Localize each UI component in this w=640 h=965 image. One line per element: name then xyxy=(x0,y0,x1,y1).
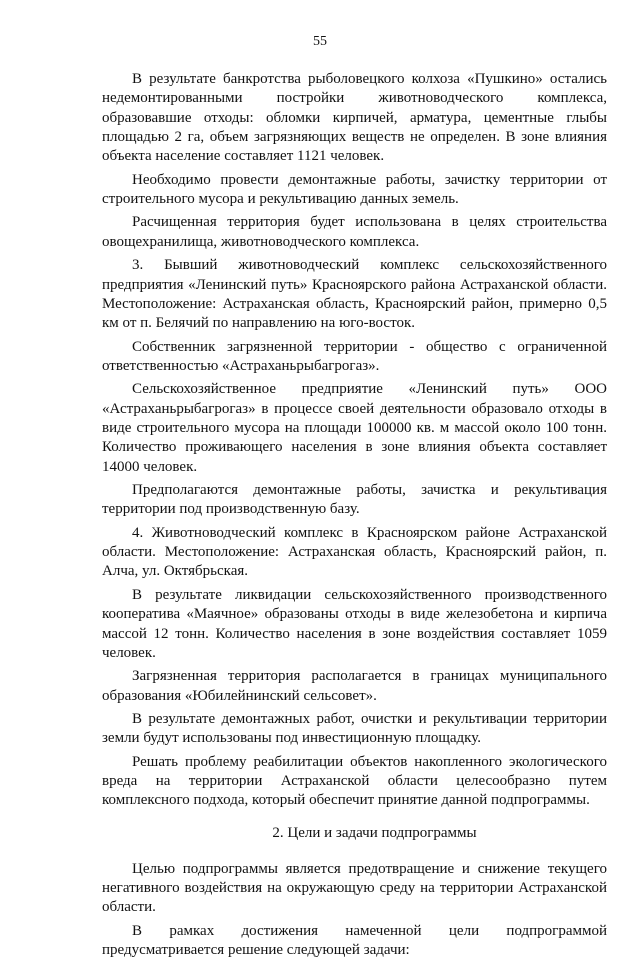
paragraph: В результате ликвидации сельскохозяйственного производственного кооператива «Маячное» образованы отходы в виде железобетона и кирпича массой 12 тонн. Количество населения в зоне воздействия составляет 1059 человек. xyxy=(102,586,607,661)
paragraph: 3. Бывший животноводческий комплекс сельскохозяйственного предприятия «Ленинский путь» Красноярского района Астраханской области. Местоположение: Астраханская область, Красноярский район, примерно 0,5 км от п. Белячий по направлению на юго-восток. xyxy=(102,257,607,332)
paragraph: Сельскохозяйственное предприятие «Ленинский путь» ООО «Астраханьрыбагрогаз» в процессе своей деятельности образовало отходы в виде строительного мусора на площади 100000 кв. м массой около 100 тонн. Количество проживающего населения в зоне влияния объекта составляет 14000 человек. xyxy=(102,381,607,475)
paragraph: Расчищенная территория будет использована в целях строительства овощехранилища, животноводческого комплекса. xyxy=(102,214,607,250)
paragraph: Загрязненная территория располагается в границах муниципального образования «Юбилейнинский сельсовет». xyxy=(102,668,607,704)
paragraph: Предполагаются демонтажные работы, зачистка и рекультивация территории под производственную базу. xyxy=(102,482,607,518)
paragraph: Решать проблему реабилитации объектов накопленного экологического вреда на территории Астраханской области целесообразно путем комплексного подхода, который обеспечит принятие данной подпрограммы. xyxy=(102,753,607,809)
paragraph: В рамках достижения намеченной цели подпрограммой предусматривается решение следующей задачи: xyxy=(102,922,607,959)
paragraph: Необходимо провести демонтажные работы, зачистку территории от строительного мусора и рекультивацию данных земель. xyxy=(102,171,607,207)
paragraph: Собственник загрязненной территории - общество с ограниченной ответственностью «Астраханьрыбагрогаз». xyxy=(102,338,607,374)
section-heading: 2. Цели и задачи подпрограммы xyxy=(272,824,477,841)
paragraph: 4. Животноводческий комплекс в Красноярском районе Астраханской области. Местоположение: Астраханская область, Красноярский район, п. Алча, ул. Октябрьская. xyxy=(102,524,607,580)
paragraph: В результате банкротства рыболовецкого колхоза «Пушкино» остались недемонтированными постройки животноводческого комплекса, образовавшие отходы: обломки кирпичей, арматура, цементные глыбы площадью 2 га, объем загрязняющих веществ не определен. В зоне влияния объекта население составляет 1121 человек. xyxy=(102,71,607,165)
document-body xyxy=(102,70,607,965)
paragraph: В результате демонтажных работ, очистки и рекультивации территории земли будут использованы под инвестиционную площадку. xyxy=(102,711,607,747)
page-number: 55 xyxy=(313,34,327,49)
paragraph: Целью подпрограммы является предотвращение и снижение текущего негативного воздействия на окружающую среду на территории Астраханской области. xyxy=(102,860,607,916)
